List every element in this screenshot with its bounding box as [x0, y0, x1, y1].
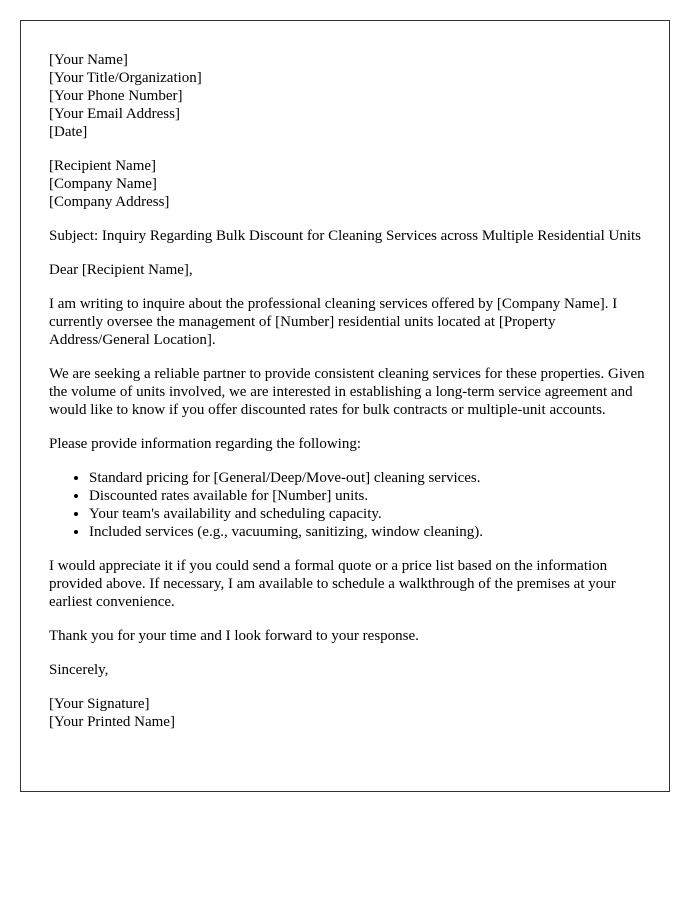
- thanks-paragraph: Thank you for your time and I look forward to your response.: [49, 628, 419, 644]
- list-item: • Your team's availability and scheduling capacity.: [89, 505, 649, 523]
- sender-block: [49, 51, 649, 141]
- list-item: • Discounted rates available for [Number] units.: [89, 487, 649, 505]
- printed-name: [Your Printed Name]: [49, 714, 175, 730]
- signature-placeholder: [Your Signature]: [49, 696, 150, 712]
- list-item: • Included services (e.g., vacuuming, sanitizing, window cleaning).: [89, 523, 649, 541]
- recipient-name: [Recipient Name]: [49, 158, 157, 174]
- quote-paragraph: I would appreciate it if you could send a formal quote or a price list based on the information provided above. If necessary, I am available to schedule a walkthrough of the premises at your earliest convenience.: [49, 558, 616, 610]
- partner-paragraph: We are seeking a reliable partner to provide consistent cleaning services for these properties. Given the volume of units involved, we are interested in establishing a long-term service agreement and would like to know if you offer discounted rates for bulk contracts or multiple-unit accounts.: [49, 366, 645, 418]
- request-list: [49, 469, 649, 541]
- closing: Sincerely,: [49, 662, 109, 678]
- letter-page: [20, 20, 670, 792]
- sender-email: [Your Email Address]: [49, 106, 180, 122]
- signature-block: [49, 695, 649, 731]
- recipient-block: [49, 157, 649, 211]
- sender-name: [Your Name]: [49, 52, 128, 68]
- sender-phone: [Your Phone Number]: [49, 88, 183, 104]
- recipient-address: [Company Address]: [49, 194, 170, 210]
- letter-date: [Date]: [49, 124, 88, 140]
- intro-paragraph: I am writing to inquire about the professional cleaning services offered by [Company Name]. I currently oversee the management of [Number] residential units located at [Property Address/General Location].: [49, 296, 618, 348]
- subject-line: Subject: Inquiry Regarding Bulk Discount for Cleaning Services across Multiple Residential Units: [49, 228, 641, 244]
- salutation: Dear [Recipient Name],: [49, 262, 193, 278]
- list-item: • Standard pricing for [General/Deep/Move-out] cleaning services.: [89, 469, 649, 487]
- request-paragraph: Please provide information regarding the following:: [49, 436, 362, 452]
- sender-title: [Your Title/Organization]: [49, 70, 202, 86]
- recipient-company: [Company Name]: [49, 176, 157, 192]
